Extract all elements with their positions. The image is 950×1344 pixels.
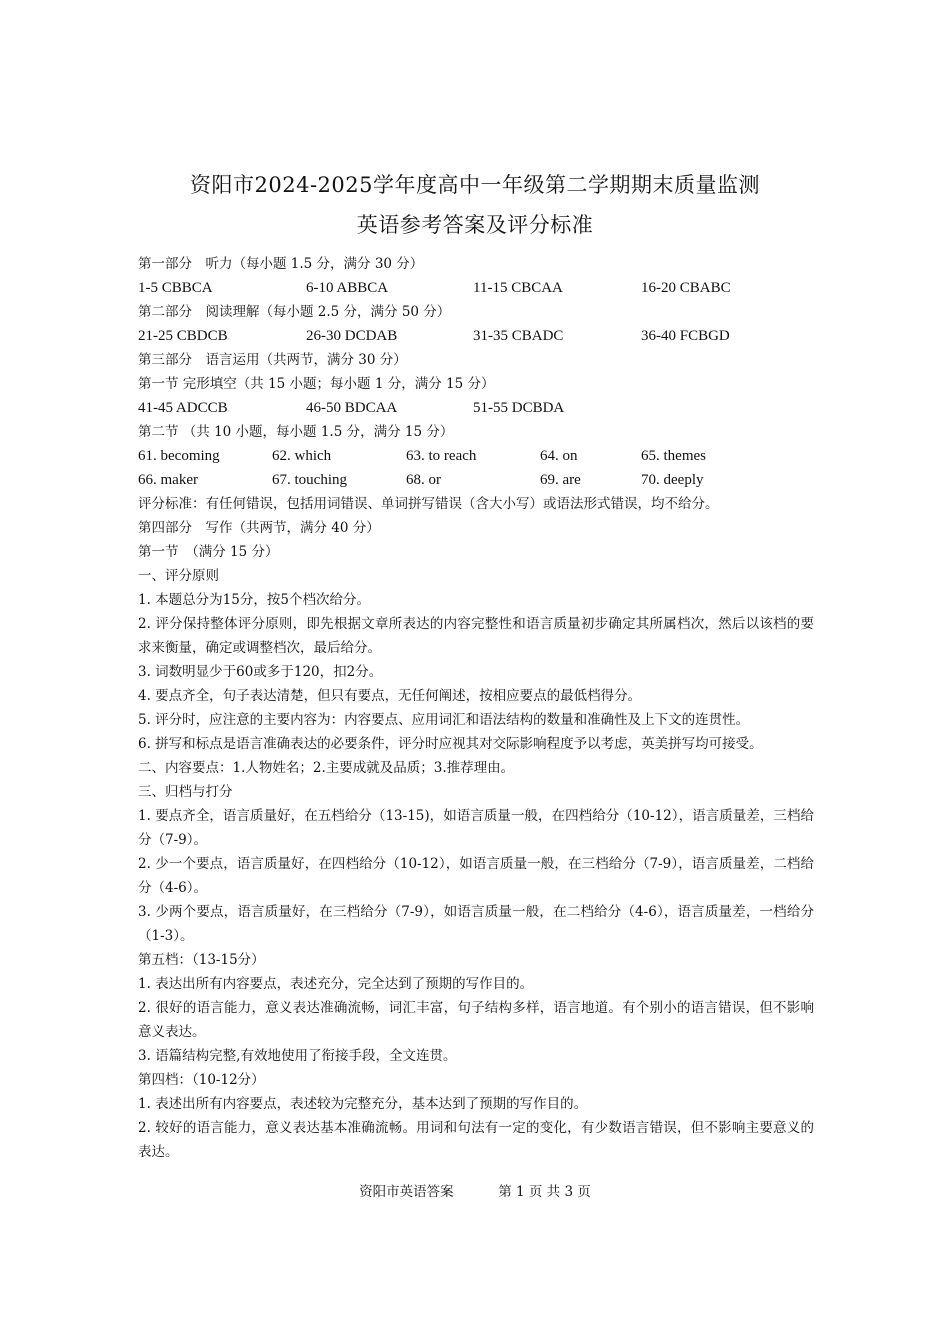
- cloze-answer: 41-45 ADCCB: [138, 400, 228, 416]
- grammar-fill-answer: 70. deeply: [641, 472, 704, 488]
- grammar-fill-answer: 62. which: [272, 448, 332, 464]
- grammar-fill-answer: 61. becoming: [138, 448, 220, 464]
- part2-answer: 31-35 CBADC: [473, 328, 564, 344]
- grading-heading: 三、归档与打分: [138, 784, 233, 800]
- content-points: 二、内容要点：1.人物姓名；2.主要成就及品质；3.推荐理由。: [138, 760, 515, 776]
- principle-item: 1. 本题总分为15分，按5个档次给分。: [138, 592, 370, 608]
- principle-item: 4. 要点齐全，句子表达清楚，但只有要点，无任何阐述，按相应要点的最低档得分。: [138, 688, 642, 704]
- band5-item: 1. 表达出所有内容要点，表述充分，完全达到了预期的写作目的。: [138, 976, 534, 992]
- band4-item: 1. 表述出所有内容要点，表述较为完整充分，基本达到了预期的写作目的。: [138, 1096, 588, 1112]
- grammar-fill-answer: 66. maker: [138, 472, 198, 488]
- grammar-fill-answer: 68. or: [406, 472, 441, 488]
- band4-item: 2. 较好的语言能力，意义表达基本准确流畅。用词和句法有一定的变化，有少数语言错误，但不影响主要意义的表达。: [138, 1120, 814, 1160]
- part1-answer: 6-10 ABBCA: [306, 280, 389, 296]
- band4-heading: 第四档：（10-12分）: [138, 1072, 265, 1088]
- cloze-answer: 46-50 BDCAA: [306, 400, 398, 416]
- page-subtitle: 英语参考答案及评分标准: [356, 213, 594, 237]
- part3-section1-heading: 第一节 完形填空（共 15 小题；每小题 1 分，满分 15 分）: [138, 376, 495, 392]
- grammar-fill-answer: 64. on: [540, 448, 578, 464]
- page-title: 资阳市2024-2025学年度高中一年级第二学期期末质量监测: [190, 173, 760, 197]
- page-footer: [0, 1180, 950, 1200]
- part2-answer: 36-40 FCBGD: [641, 328, 730, 344]
- part4-heading: 第四部分 写作（共两节，满分 40 分）: [138, 520, 380, 536]
- grammar-fill-answer: 63. to reach: [406, 448, 477, 464]
- part4-section1-heading: 第一节 （满分 15 分）: [138, 544, 279, 560]
- band5-item: 2. 很好的语言能力，意义表达准确流畅，词汇丰富，句子结构多样，语言地道。有个别小的语言错误，但不影响意义表达。: [138, 1000, 814, 1040]
- footer-doc-name: 资阳市英语答案: [359, 1184, 454, 1200]
- cloze-answer: 51-55 DCBDA: [473, 400, 565, 416]
- grading-item: 1. 要点齐全，语言质量好，在五档给分（13-15)，如语言质量一般，在四档给分（10-12），语言质量差，三档给分（7-9）。: [138, 808, 814, 848]
- grammar-fill-answer: 65. themes: [641, 448, 706, 464]
- grading-item: 3. 少两个要点，语言质量好，在三档给分（7-9），如语言质量一般，在二档给分（4-6），语言质量差，一档给分（1-3）。: [138, 904, 814, 944]
- scoring-note: 评分标准：有任何错误，包括用词错误、单词拼写错误（含大小写）或语法形式错误，均不给分。: [138, 496, 719, 512]
- grading-item: 2. 少一个要点，语言质量好，在四档给分（10-12），如语言质量一般，在三档给分（7-9），语言质量差，二档给分（4-6）。: [138, 856, 814, 896]
- part2-answer: 26-30 DCDAB: [306, 328, 398, 344]
- footer-page-number: 第 1 页 共 3 页: [498, 1184, 591, 1200]
- band5-heading: 第五档：（13-15分）: [138, 952, 265, 968]
- band5-item: 3. 语篇结构完整,有效地使用了衔接手段，全文连贯。: [138, 1048, 457, 1064]
- part1-heading: 第一部分 听力（每小题 1.5 分，满分 30 分）: [138, 256, 424, 272]
- part1-answer: 11-15 CBCAA: [473, 280, 563, 296]
- part2-heading: 第二部分 阅读理解（每小题 2.5 分，满分 50 分）: [138, 304, 451, 320]
- principles-heading: 一、评分原则: [138, 568, 219, 584]
- grammar-fill-answer: 69. are: [540, 472, 581, 488]
- part3-section2-heading: 第二节 （共 10 小题，每小题 1.5 分，满分 15 分）: [138, 424, 454, 440]
- principle-item: 5. 评分时，应注意的主要内容为：内容要点、应用词汇和语法结构的数量和准确性及上下文的连贯性。: [138, 712, 750, 728]
- part3-heading: 第三部分 语言运用（共两节，满分 30 分）: [138, 352, 407, 368]
- principle-item: 6. 拼写和标点是语言准确表达的必要条件，评分时应视其对交际影响程度予以考虑，英美拼写均可接受。: [138, 736, 763, 752]
- grammar-fill-answer: 67. touching: [272, 472, 347, 488]
- part1-answer: 16-20 CBABC: [641, 280, 731, 296]
- principle-item: 3. 词数明显少于60或多于120，扣2分。: [138, 664, 383, 680]
- part1-answer: 1-5 CBBCA: [138, 280, 213, 296]
- principle-item: 2. 评分保持整体评分原则，即先根据文章所表达的内容完整性和语言质量初步确定其所属档次，然后以该档的要求来衡量，确定或调整档次，最后给分。: [138, 616, 814, 656]
- part2-answer: 21-25 CBDCB: [138, 328, 228, 344]
